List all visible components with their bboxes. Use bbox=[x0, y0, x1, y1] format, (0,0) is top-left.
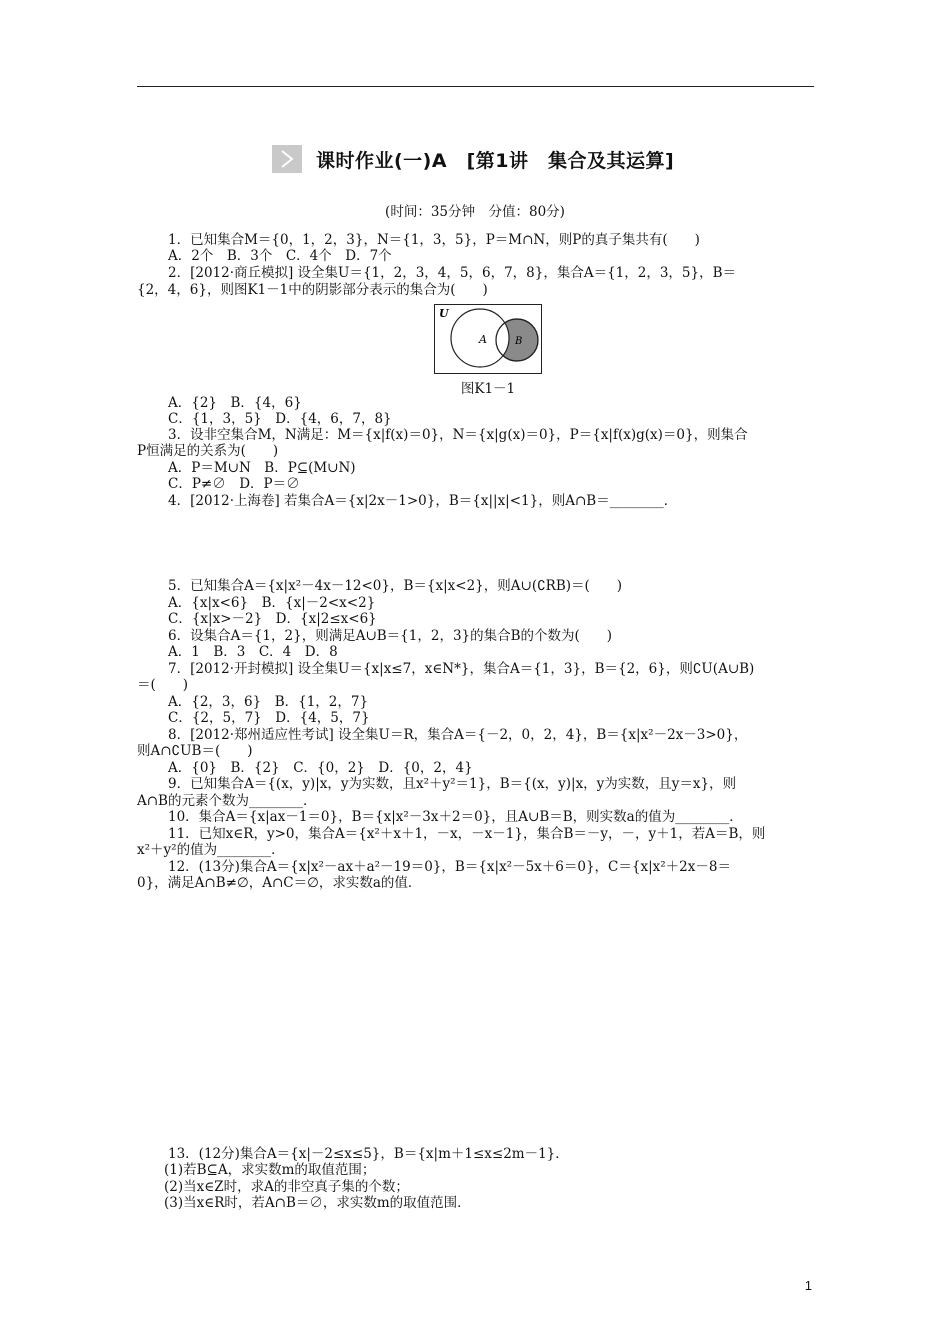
q12-line-cont: 0}，满足A∩B≠∅，A∩C＝∅，求实数a的值． bbox=[137, 875, 422, 891]
q10-line: 10．集合A＝{x|ax－1＝0}，B＝{x|x²－3x＋2＝0}，且A∪B＝B，则实数a的值为________． bbox=[168, 809, 743, 825]
q6-line: 6．设集合A＝{1，2}，则满足A∪B＝{1，2，3}的集合B的个数为( ) bbox=[168, 628, 613, 644]
q7-options-1: A．{2，3，6} B．{1，2，7} bbox=[168, 694, 369, 710]
q8-line: 8．[2012·郑州适应性考试] 设全集U＝R，集合A＝{－2，0，2，4}，B＝{x|x²－2x－3>0}， bbox=[168, 727, 748, 743]
label-u: U bbox=[439, 307, 449, 320]
q3-options-2: C．P≠∅ D．P＝∅ bbox=[168, 476, 300, 492]
q5-options-1: A．{x|x<6} B．{x|－2<x<2} bbox=[168, 595, 376, 611]
label-b: B bbox=[515, 336, 523, 347]
q5-line: 5．已知集合A＝{x|x²－4x－12<0}，B＝{x|x<2}，则A∪(∁RB)＝( ) bbox=[168, 578, 623, 594]
q8-options: A．{0} B．{2} C．{0，2} D．{0，2，4} bbox=[168, 760, 473, 776]
q8-line-cont: 则A∩∁UB＝( ) bbox=[137, 743, 253, 759]
figure-caption: 图K1－1 bbox=[460, 381, 516, 397]
venn-diagram bbox=[434, 304, 542, 374]
q2-line: 2．[2012·商丘模拟] 设全集U＝{1，2，3，4，5，6，7，8}，集合A＝{1，2，3，5}，B＝ bbox=[168, 265, 737, 281]
q5-options-2: C．{x|x>－2} D．{x|2≤x<6} bbox=[168, 611, 377, 627]
q9-line: 9．已知集合A＝{(x，y)|x，y为实数，且x²＋y²＝1}，B＝{(x，y)|x，y为实数，且y＝x}，则 bbox=[168, 776, 737, 792]
q2-line-cont: {2，4，6}，则图K1－1中的阴影部分表示的集合为( ) bbox=[137, 282, 488, 298]
q12-line: 12．(13分)集合A＝{x|x²－ax＋a²－19＝0}，B＝{x|x²－5x＋6＝0}，C＝{x|x²＋2x－8＝ bbox=[168, 859, 731, 875]
q6-options: A．1 B．3 C．4 D．8 bbox=[168, 644, 338, 660]
label-a: A bbox=[479, 333, 487, 346]
chevron-badge-icon bbox=[272, 145, 302, 173]
page-number: 1 bbox=[804, 1278, 812, 1293]
q13-line: 13．(12分)集合A＝{x|－2≤x≤5}，B＝{x|m＋1≤x≤2m－1}． bbox=[168, 1146, 569, 1162]
q7-line-cont: ＝( ) bbox=[137, 677, 189, 693]
exam-meta: (时间：35分钟 分值：80分) bbox=[385, 204, 565, 220]
q4-line: 4．[2012·上海卷] 若集合A＝{x|2x－1>0}，B＝{x||x|<1}，则A∩B＝________． bbox=[168, 493, 678, 509]
q11-line-cont: x²＋y²的值为________． bbox=[137, 842, 285, 858]
q1-options: A．2个 B．3个 C．4个 D．7个 bbox=[168, 248, 392, 264]
q3-options-1: A．P＝M∪N B．P⊆(M∪N) bbox=[168, 460, 356, 476]
q13-part-3: (3)当x∈R时，若A∩B＝∅，求实数m的取值范围． bbox=[164, 1195, 471, 1211]
q13-part-2: (2)当x∈Z时，求A的非空真子集的个数； bbox=[164, 1179, 409, 1195]
q3-line: 3．设非空集合M，N满足：M＝{x|f(x)＝0}，N＝{x|g(x)＝0}，P＝{x|f(x)g(x)＝0}，则集合 bbox=[168, 427, 748, 443]
q9-line-cont: A∩B的元素个数为________． bbox=[137, 793, 317, 809]
q1-line: 1．已知集合M＝{0，1，2，3}，N＝{1，3，5}，P＝M∩N，则P的真子集共有( ) bbox=[168, 232, 700, 248]
q2-options-1: A．{2} B．{4，6} bbox=[168, 395, 302, 411]
q7-line: 7．[2012·开封模拟] 设全集U＝{x|x≤7，x∈N*}，集合A＝{1，3}，B＝{2，6}，则∁U(A∪B) bbox=[168, 661, 755, 677]
title-row bbox=[272, 142, 674, 176]
q13-part-1: (1)若B⊆A，求实数m的取值范围； bbox=[164, 1162, 376, 1178]
header-rule bbox=[137, 86, 814, 87]
q2-options-2: C．{1，3，5} D．{4，6，7，8} bbox=[168, 411, 392, 427]
q11-line: 11．已知x∈R，y>0，集合A＝{x²＋x＋1，－x，－x－1}，集合B＝－y，－，y＋1，若A＝B，则 bbox=[168, 826, 766, 842]
page-title: 课时作业(一)A [第1讲 集合及其运算] bbox=[316, 149, 675, 172]
q7-options-2: C．{2，5，7} D．{4，5，7} bbox=[168, 710, 370, 726]
q3-line-cont: P恒满足的关系为( ) bbox=[137, 443, 279, 459]
